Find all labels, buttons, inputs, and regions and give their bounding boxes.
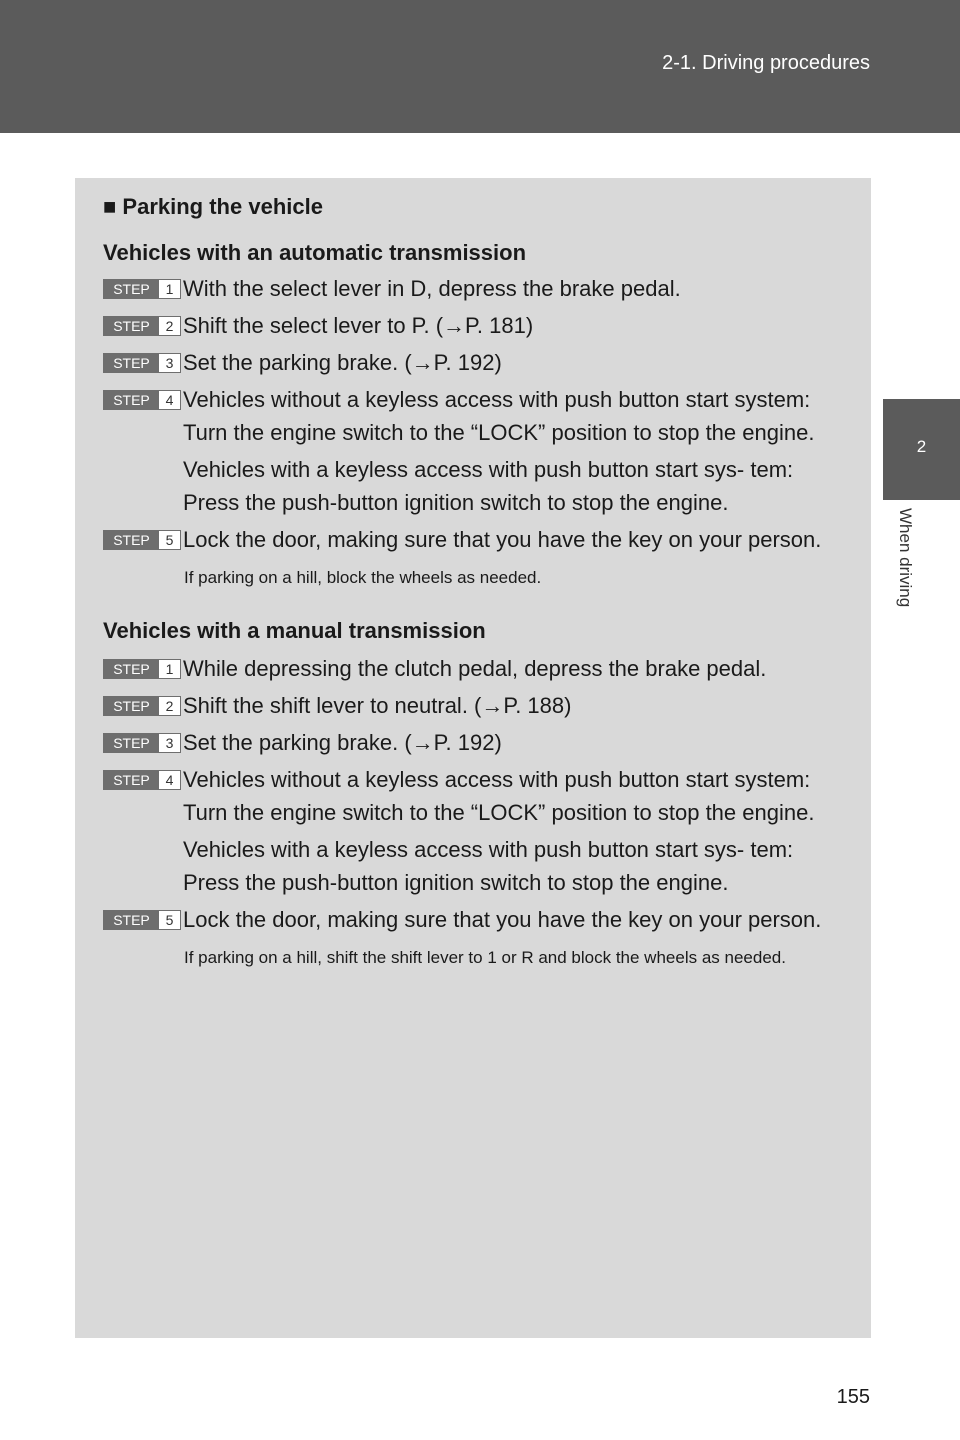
step-text: Lock the door, making sure that you have the key on your person. (183, 527, 822, 552)
auto-step-3 (103, 346, 837, 379)
step-badge-number: 1 (165, 281, 174, 297)
step-badge-word: STEP (104, 531, 159, 549)
header-bar (0, 0, 960, 133)
section-title: 2-1. Driving procedures (662, 52, 870, 74)
step-badge-number: 4 (165, 772, 174, 788)
step-badge-number: 5 (165, 532, 174, 548)
step-badge (103, 770, 181, 790)
step-text: Shift the shift lever to neutral. (→P. 188) (183, 693, 572, 718)
step-text: Set the parking brake. (→P. 192) (183, 730, 502, 755)
step-badge-word: STEP (104, 280, 159, 298)
step-badge-number: 2 (165, 698, 174, 714)
auto-step-5 (103, 523, 837, 556)
step-badge-word: STEP (104, 911, 159, 929)
manual-step-5 (103, 903, 837, 936)
step-badge (103, 316, 181, 336)
automatic-note: If parking on a hill, block the wheels as needed. (184, 568, 542, 587)
step-badge (103, 733, 181, 753)
auto-step-4 (103, 383, 837, 519)
step-badge-word: STEP (104, 734, 159, 752)
step-badge (103, 659, 181, 679)
step-badge-number: 5 (165, 912, 174, 928)
step-badge-word: STEP (104, 317, 159, 335)
step-badge-number: 3 (165, 735, 174, 751)
step-text: Shift the select lever to P. (→P. 181) (183, 313, 534, 338)
step-text: While depressing the clutch pedal, depress the brake pedal. (183, 656, 767, 681)
step-badge-word: STEP (104, 697, 159, 715)
step-badge-word: STEP (104, 771, 159, 789)
step-text: Vehicles without a keyless access with push button start system: (183, 767, 811, 792)
step-badge (103, 910, 181, 930)
step-badge-number: 1 (165, 661, 174, 677)
main-heading-text: Parking the vehicle (122, 194, 323, 219)
manual-step-3 (103, 726, 837, 759)
step-text: Press the push-button ignition switch to stop the engine. (183, 870, 729, 895)
step-text: Vehicles without a keyless access with push button start system: (183, 387, 811, 412)
step-text: With the select lever in D, depress the brake pedal. (183, 276, 681, 301)
step-badge-word: STEP (104, 391, 159, 409)
chapter-label: When driving (896, 508, 915, 608)
step-badge-number: 4 (165, 392, 174, 408)
page-number: 155 (836, 1386, 870, 1408)
manual-step-1 (103, 652, 837, 685)
step-badge (103, 353, 181, 373)
main-heading (103, 190, 837, 224)
manual-step-4 (103, 763, 837, 899)
step-badge (103, 390, 181, 410)
step-text: Press the push-button ignition switch to stop the engine. (183, 490, 729, 515)
step-text: Vehicles with a keyless access with push button start sys- tem: (183, 837, 794, 862)
step-text: Set the parking brake. (→P. 192) (183, 350, 502, 375)
step-badge-number: 2 (165, 318, 174, 334)
content (103, 190, 837, 976)
chapter-tab[interactable] (883, 399, 960, 500)
step-text: Vehicles with a keyless access with push button start sys- tem: (183, 457, 794, 482)
step-badge-word: STEP (104, 660, 159, 678)
step-text: Lock the door, making sure that you have the key on your person. (183, 907, 822, 932)
step-badge (103, 279, 181, 299)
step-badge-number: 3 (165, 355, 174, 371)
auto-step-1 (103, 272, 837, 305)
heading-bullet-icon: ■ (103, 194, 117, 219)
step-text: Turn the engine switch to the “LOCK” position to stop the engine. (183, 800, 815, 825)
auto-step-2 (103, 309, 837, 342)
chapter-number: 2 (916, 437, 927, 456)
step-badge (103, 530, 181, 550)
step-badge (103, 696, 181, 716)
manual-title: Vehicles with a manual transmission (103, 618, 486, 643)
step-badge-word: STEP (104, 354, 159, 372)
manual-note: If parking on a hill, shift the shift lever to 1 or R and block the wheels as needed. (184, 948, 786, 967)
manual-step-2 (103, 689, 837, 722)
automatic-title: Vehicles with an automatic transmission (103, 240, 527, 265)
step-text: Turn the engine switch to the “LOCK” position to stop the engine. (183, 420, 815, 445)
